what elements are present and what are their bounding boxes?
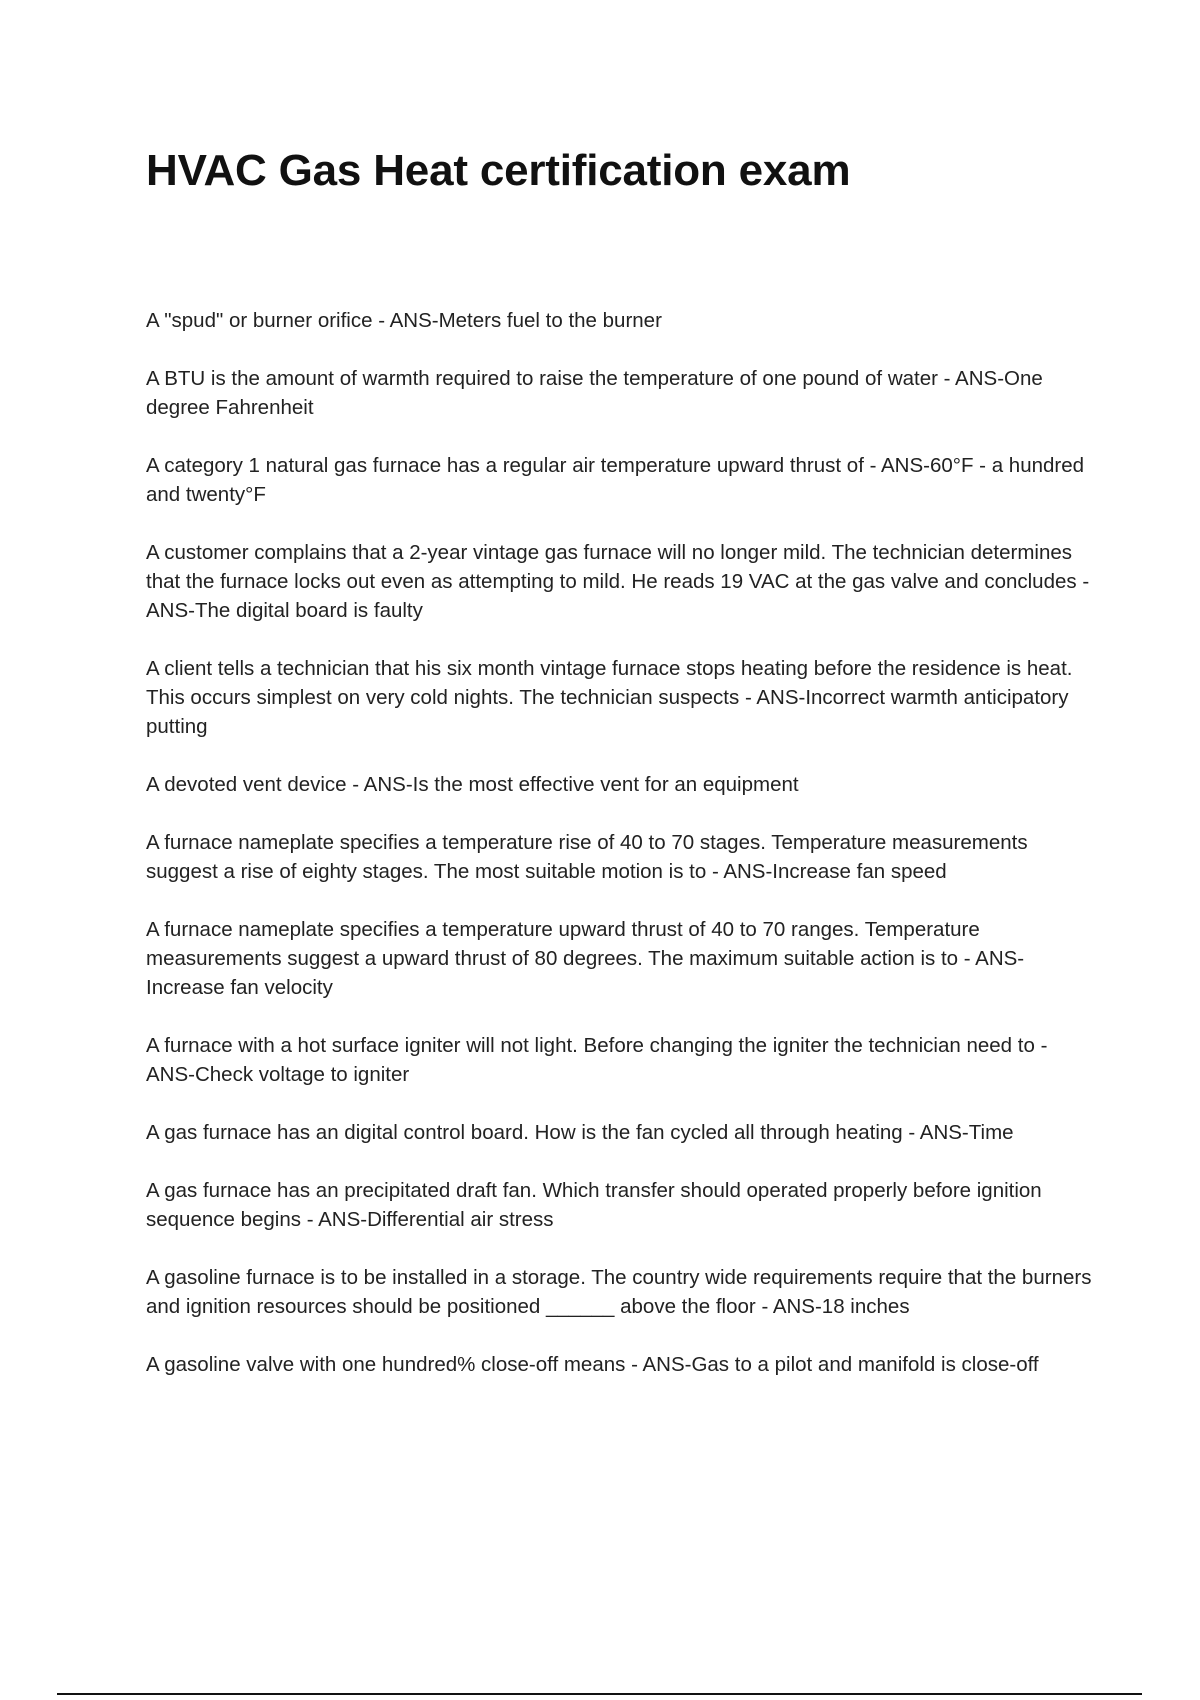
qa-item: A category 1 natural gas furnace has a regular air temperature upward thrust of - ANS-60°F - a hundred and twenty°F: [146, 454, 1085, 506]
footer-divider: [57, 1693, 1142, 1695]
qa-item: A furnace nameplate specifies a temperature upward thrust of 40 to 70 ranges. Temperature measurements suggest a upward thrust of 80 degrees. The maximum suitable action is to - ANS-Increase fan velocity: [146, 918, 1025, 999]
qa-item: A devoted vent device - ANS-Is the most effective vent for an equipment: [146, 773, 799, 796]
qa-item: A gasoline valve with one hundred% close-off means - ANS-Gas to a pilot and manifold is close-off: [146, 1353, 1039, 1376]
qa-item: A furnace nameplate specifies a temperature rise of 40 to 70 stages. Temperature measurements suggest a rise of eighty stages. The most suitable motion is to - ANS-Increase fan speed: [146, 831, 1028, 883]
qa-item: A client tells a technician that his six month vintage furnace stops heating before the residence is heat. This occurs simplest on very cold nights. The technician suspects - ANS-Incorrect warmth anticipatory putting: [146, 657, 1073, 738]
qa-item: A gasoline furnace is to be installed in a storage. The country wide requirements require that the burners and ignition resources should be positioned ______ above the floor - ANS-18 inches: [146, 1266, 1092, 1318]
page-title: HVAC Gas Heat certification exam: [146, 146, 851, 195]
qa-item: A "spud" or burner orifice - ANS-Meters fuel to the burner: [146, 309, 662, 332]
question-answer-list: [146, 306, 1096, 1408]
qa-item: A customer complains that a 2-year vintage gas furnace will no longer mild. The technician determines that the furnace locks out even as attempting to mild. He reads 19 VAC at the gas valve and concludes - ANS-The digital board is faulty: [146, 541, 1090, 622]
qa-item: A gas furnace has an precipitated draft fan. Which transfer should operated properly before ignition sequence begins - ANS-Differential air stress: [146, 1179, 1042, 1231]
qa-item: A BTU is the amount of warmth required to raise the temperature of one pound of water - ANS-One degree Fahrenheit: [146, 367, 1043, 419]
qa-item: A gas furnace has an digital control board. How is the fan cycled all through heating - ANS-Time: [146, 1121, 1014, 1144]
qa-item: A furnace with a hot surface igniter will not light. Before changing the igniter the technician need to - ANS-Check voltage to igniter: [146, 1034, 1048, 1086]
